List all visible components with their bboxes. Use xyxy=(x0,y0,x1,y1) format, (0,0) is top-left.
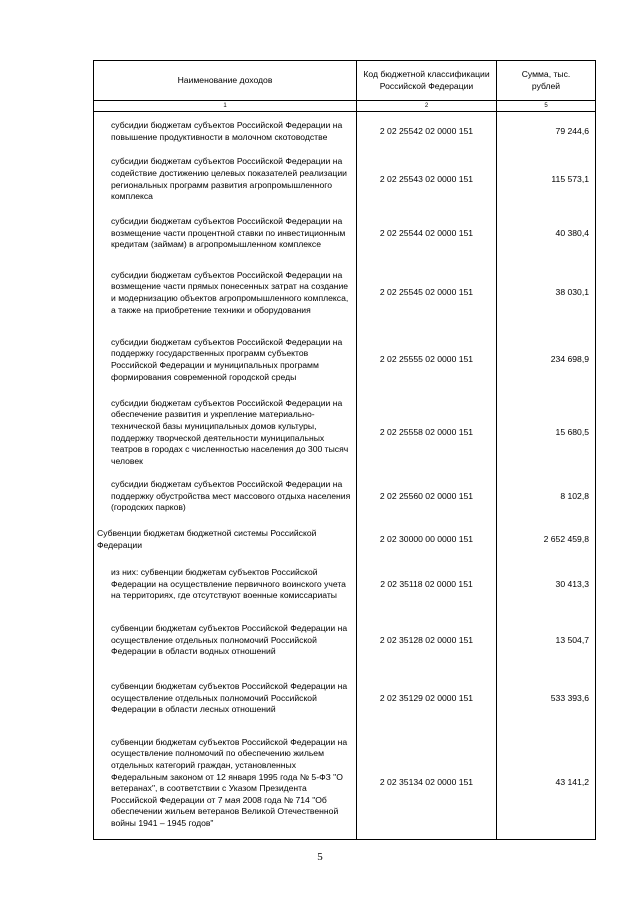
row-sum: 15 680,5 xyxy=(497,394,596,472)
row-code: 2 02 35129 02 0000 151 xyxy=(357,670,497,728)
column-number-3: 5 xyxy=(497,101,596,112)
row-code: 2 02 25558 02 0000 151 xyxy=(357,394,497,472)
row-code: 2 02 25560 02 0000 151 xyxy=(357,472,497,522)
row-name: Субвенции бюджетам бюджетной системы Российской Федерации xyxy=(94,522,357,558)
header-budget-code: Код бюджетной классификации Российской Федерации xyxy=(357,61,497,101)
row-name: субвенции бюджетам субъектов Российской Федерации на осуществление отдельных полномочий Российской Федерации в области водных отношений xyxy=(94,612,357,670)
column-number-2: 2 xyxy=(357,101,497,112)
table-row xyxy=(94,670,596,728)
row-sum: 115 573,1 xyxy=(497,152,596,208)
row-sum: 13 504,7 xyxy=(497,612,596,670)
table-row xyxy=(94,472,596,522)
row-sum: 38 030,1 xyxy=(497,260,596,327)
row-name: субсидии бюджетам субъектов Российской Федерации на поддержку государственных программ субъектов Российской Федерации и муниципальных программ формирования современной городской среды xyxy=(94,327,357,394)
row-code: 2 02 25545 02 0000 151 xyxy=(357,260,497,327)
row-sum: 234 698,9 xyxy=(497,327,596,394)
page-number: 5 xyxy=(317,851,323,863)
table-row xyxy=(94,612,596,670)
table-row xyxy=(94,394,596,472)
row-name: субсидии бюджетам субъектов Российской Федерации на повышение продуктивности в молочном скотоводстве xyxy=(94,112,357,152)
table-row xyxy=(94,327,596,394)
row-code: 2 02 30000 00 0000 151 xyxy=(357,522,497,558)
table-row xyxy=(94,152,596,208)
table-header-row xyxy=(94,61,596,101)
row-sum: 30 413,3 xyxy=(497,558,596,612)
row-name: субсидии бюджетам субъектов Российской Федерации на содействие достижению целевых показателей реализации региональных программ развития агропромышленного комплекса xyxy=(94,152,357,208)
row-sum: 43 141,2 xyxy=(497,728,596,840)
row-sum: 79 244,6 xyxy=(497,112,596,152)
row-name: субсидии бюджетам субъектов Российской Федерации на поддержку обустройства мест массового отдыха населения (городских парков) xyxy=(94,472,357,522)
table-row xyxy=(94,260,596,327)
row-name: субвенции бюджетам субъектов Российской Федерации на осуществление отдельных полномочий Российской Федерации в области лесных отношений xyxy=(94,670,357,728)
row-code: 2 02 25542 02 0000 151 xyxy=(357,112,497,152)
row-sum: 533 393,6 xyxy=(497,670,596,728)
row-name: из них: субвенции бюджетам субъектов Российской Федерации на осуществление первичного воинского учета на территориях, где отсутствуют военные комиссариаты xyxy=(94,558,357,612)
row-code: 2 02 35128 02 0000 151 xyxy=(357,612,497,670)
row-code: 2 02 35118 02 0000 151 xyxy=(357,558,497,612)
table-row xyxy=(94,558,596,612)
row-sum: 2 652 459,8 xyxy=(497,522,596,558)
row-name: субсидии бюджетам субъектов Российской Федерации на обеспечение развития и укрепление материально-технической базы муниципальных домов культуры, поддержку творческой деятельности муниципальных театров в городах с численностью населения до 300 тысяч человек xyxy=(94,394,357,472)
column-number-1: 1 xyxy=(94,101,357,112)
table-row xyxy=(94,112,596,152)
row-name: субвенции бюджетам субъектов Российской Федерации на осуществление полномочий по обеспечению жильем отдельных категорий граждан, установленных Федеральным законом от 12 января 1995 года № 5-ФЗ "О ветеранах", в соответствии с Указом Президента Российской Федерации от 7 мая 2008 года № 714 "Об обеспечении жильем ветеранов Великой Отечественной войны 1941 – 1945 годов" xyxy=(94,728,357,840)
row-code: 2 02 25555 02 0000 151 xyxy=(357,327,497,394)
row-code: 2 02 25543 02 0000 151 xyxy=(357,152,497,208)
row-sum: 40 380,4 xyxy=(497,208,596,260)
table-row xyxy=(94,728,596,840)
row-name: субсидии бюджетам субъектов Российской Федерации на возмещение части процентной ставки по инвестиционным кредитам (займам) в агропромышленном комплексе xyxy=(94,208,357,260)
row-code: 2 02 35134 02 0000 151 xyxy=(357,728,497,840)
row-sum: 8 102,8 xyxy=(497,472,596,522)
column-number-row xyxy=(94,101,596,112)
row-name: субсидии бюджетам субъектов Российской Федерации на возмещение части прямых понесенных затрат на создание и модернизацию объектов агропромышленного комплекса, а также на приобретение техники и оборудования xyxy=(94,260,357,327)
row-code: 2 02 25544 02 0000 151 xyxy=(357,208,497,260)
header-amount: Сумма, тыс. рублей xyxy=(497,61,596,101)
revenue-table xyxy=(93,60,596,840)
table-row xyxy=(94,522,596,558)
header-revenue-name: Наименование доходов xyxy=(94,61,357,101)
table-row xyxy=(94,208,596,260)
